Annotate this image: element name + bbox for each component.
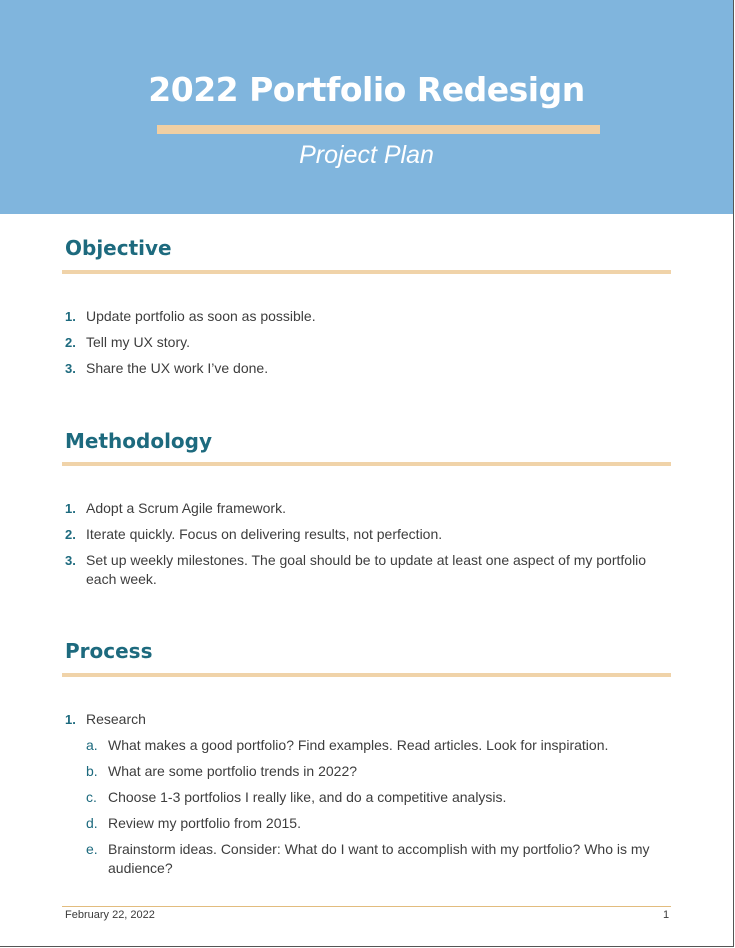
list-number: 1. [65,501,76,516]
list-item [65,710,675,878]
list-item [65,551,675,589]
sublist-item-text: What makes a good portfolio? Find examples. Read articles. Look for inspiration. [108,737,609,753]
methodology-divider [62,462,671,466]
list-number: 2. [65,335,76,350]
objective-list [65,307,675,385]
list-number: 1. [65,309,76,324]
sublist-item-text: Brainstorm ideas. Consider: What do I want to accomplish with my portfolio? Who is my audience? [108,841,650,876]
methodology-list [65,499,675,596]
list-number: 2. [65,527,76,542]
sublist-letter: e. [86,841,98,857]
process-heading: Process [65,639,153,663]
title-divider [157,125,600,134]
list-item [65,307,675,326]
objective-heading: Objective [65,236,172,260]
sublist-item [86,840,675,878]
sublist-item [86,814,675,833]
header-banner [0,0,733,214]
footer-divider [62,906,671,907]
list-item [65,525,675,544]
objective-divider [62,270,671,274]
sublist-letter: c. [86,789,97,805]
process-list [65,710,675,885]
sublist-item [86,762,675,781]
sublist-letter: a. [86,737,98,753]
document-title: 2022 Portfolio Redesign [148,70,585,109]
methodology-heading: Methodology [65,429,213,453]
list-item-text: Iterate quickly. Focus on delivering results, not perfection. [86,526,443,542]
process-sublist [86,736,675,878]
document-subtitle: Project Plan [299,141,434,169]
list-item [65,359,675,378]
sublist-item [86,736,675,755]
list-item-text: Share the UX work I’ve done. [86,360,269,376]
page-number: 1 [663,909,670,921]
list-item-text: Update portfolio as soon as possible. [86,308,316,324]
sublist-item-text: What are some portfolio trends in 2022? [108,763,358,779]
sublist-letter: b. [86,763,98,779]
list-number: 3. [65,361,76,376]
list-number: 1. [65,712,76,727]
sublist-letter: d. [86,815,98,831]
list-item-text: Adopt a Scrum Agile framework. [86,500,286,516]
sublist-item-text: Choose 1-3 portfolios I really like, and do a competitive analysis. [108,789,507,805]
sublist-item-text: Review my portfolio from 2015. [108,815,301,831]
sublist-item [86,788,675,807]
list-item [65,333,675,352]
footer-date: February 22, 2022 [65,909,155,921]
list-item-text: Tell my UX story. [86,334,190,350]
list-item-text: Research [86,711,146,727]
process-divider [62,673,671,677]
list-number: 3. [65,553,76,568]
list-item-text: Set up weekly milestones. The goal should be to update at least one aspect of my portfolio each week. [86,552,647,587]
list-item [65,499,675,518]
